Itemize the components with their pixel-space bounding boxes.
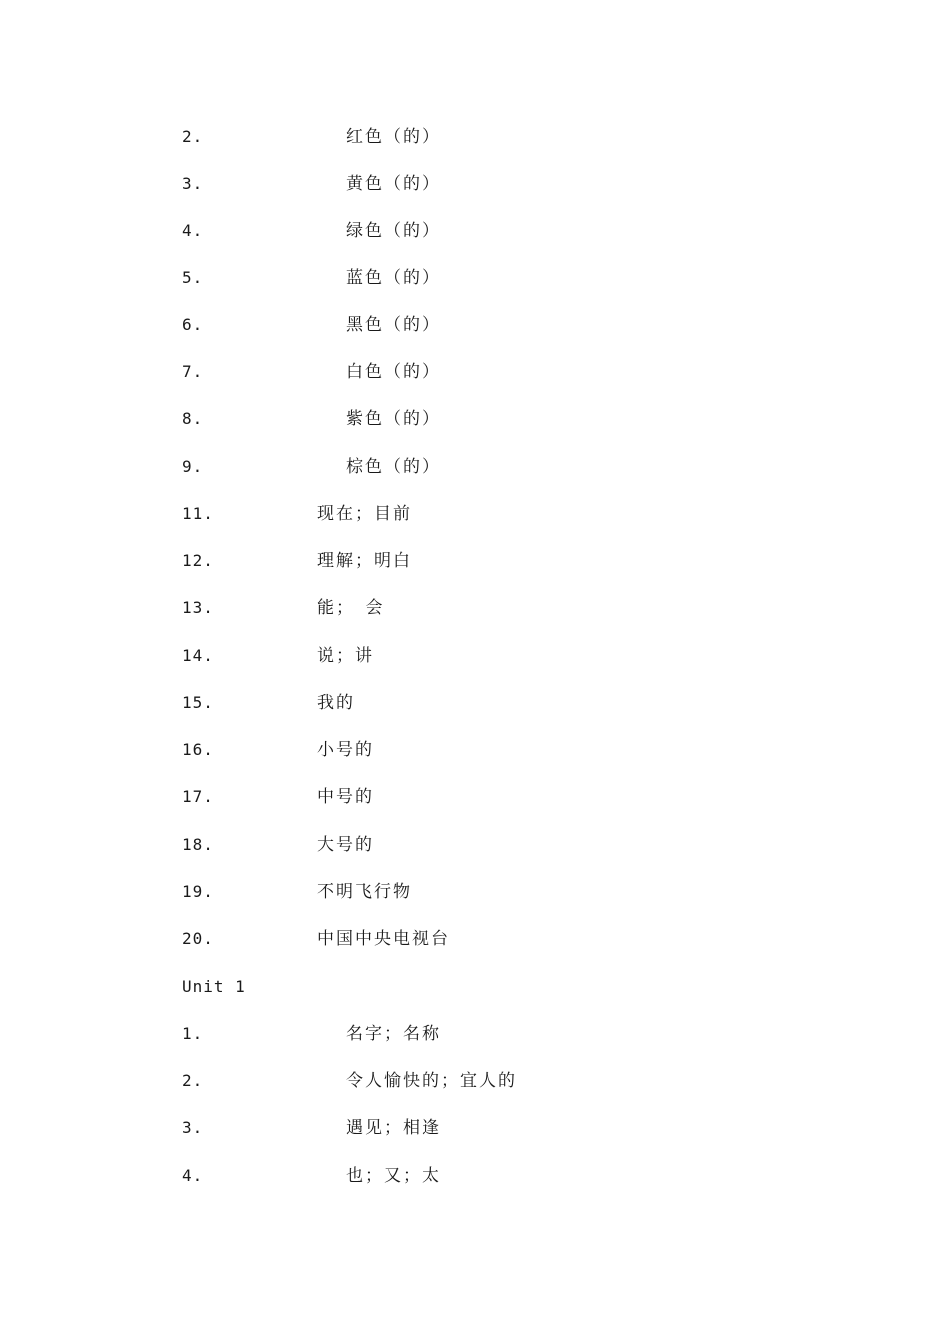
item-number: 13.	[182, 598, 214, 617]
item-number: 3.	[182, 174, 204, 193]
item-meaning: 也；又；太	[346, 1166, 441, 1186]
item-meaning: 小号的	[317, 740, 374, 760]
item-number: 2.	[182, 1071, 204, 1090]
item-meaning: 棕色（的）	[346, 457, 441, 477]
item-number: 12.	[182, 551, 214, 570]
item-number: 5.	[182, 268, 204, 287]
item-number: 6.	[182, 315, 204, 334]
item-number: 18.	[182, 835, 214, 854]
item-number: 3.	[182, 1118, 204, 1137]
item-meaning: 中国中央电视台	[317, 929, 450, 949]
item-number: 1.	[182, 1024, 204, 1043]
item-meaning: 黄色（的）	[346, 174, 441, 194]
item-number: 4.	[182, 221, 204, 240]
item-meaning: 紫色（的）	[346, 409, 441, 429]
item-meaning: 我的	[317, 693, 355, 713]
item-meaning: 中号的	[317, 787, 374, 807]
item-number: 16.	[182, 740, 214, 759]
unit-heading: Unit 1	[182, 977, 246, 996]
item-meaning: 白色（的）	[346, 362, 441, 382]
item-meaning: 名字；名称	[346, 1024, 441, 1044]
item-meaning: 红色（的）	[346, 127, 441, 147]
item-number: 2.	[182, 127, 204, 146]
item-meaning: 能； 会	[317, 598, 385, 618]
item-meaning: 令人愉快的；宜人的	[346, 1071, 517, 1091]
item-meaning: 现在；目前	[317, 504, 412, 524]
item-meaning: 说；讲	[317, 646, 374, 666]
item-meaning: 遇见；相逢	[346, 1118, 441, 1138]
item-number: 19.	[182, 882, 214, 901]
item-number: 8.	[182, 409, 204, 428]
item-meaning: 蓝色（的）	[346, 268, 441, 288]
item-meaning: 理解；明白	[317, 551, 412, 571]
item-number: 4.	[182, 1166, 204, 1185]
item-number: 7.	[182, 362, 204, 381]
item-number: 14.	[182, 646, 214, 665]
item-number: 15.	[182, 693, 214, 712]
item-meaning: 大号的	[317, 835, 374, 855]
item-meaning: 不明飞行物	[317, 882, 412, 902]
item-number: 17.	[182, 787, 214, 806]
item-meaning: 绿色（的）	[346, 221, 441, 241]
item-number: 9.	[182, 457, 204, 476]
item-number: 11.	[182, 504, 214, 523]
item-meaning: 黑色（的）	[346, 315, 441, 335]
item-number: 20.	[182, 929, 214, 948]
